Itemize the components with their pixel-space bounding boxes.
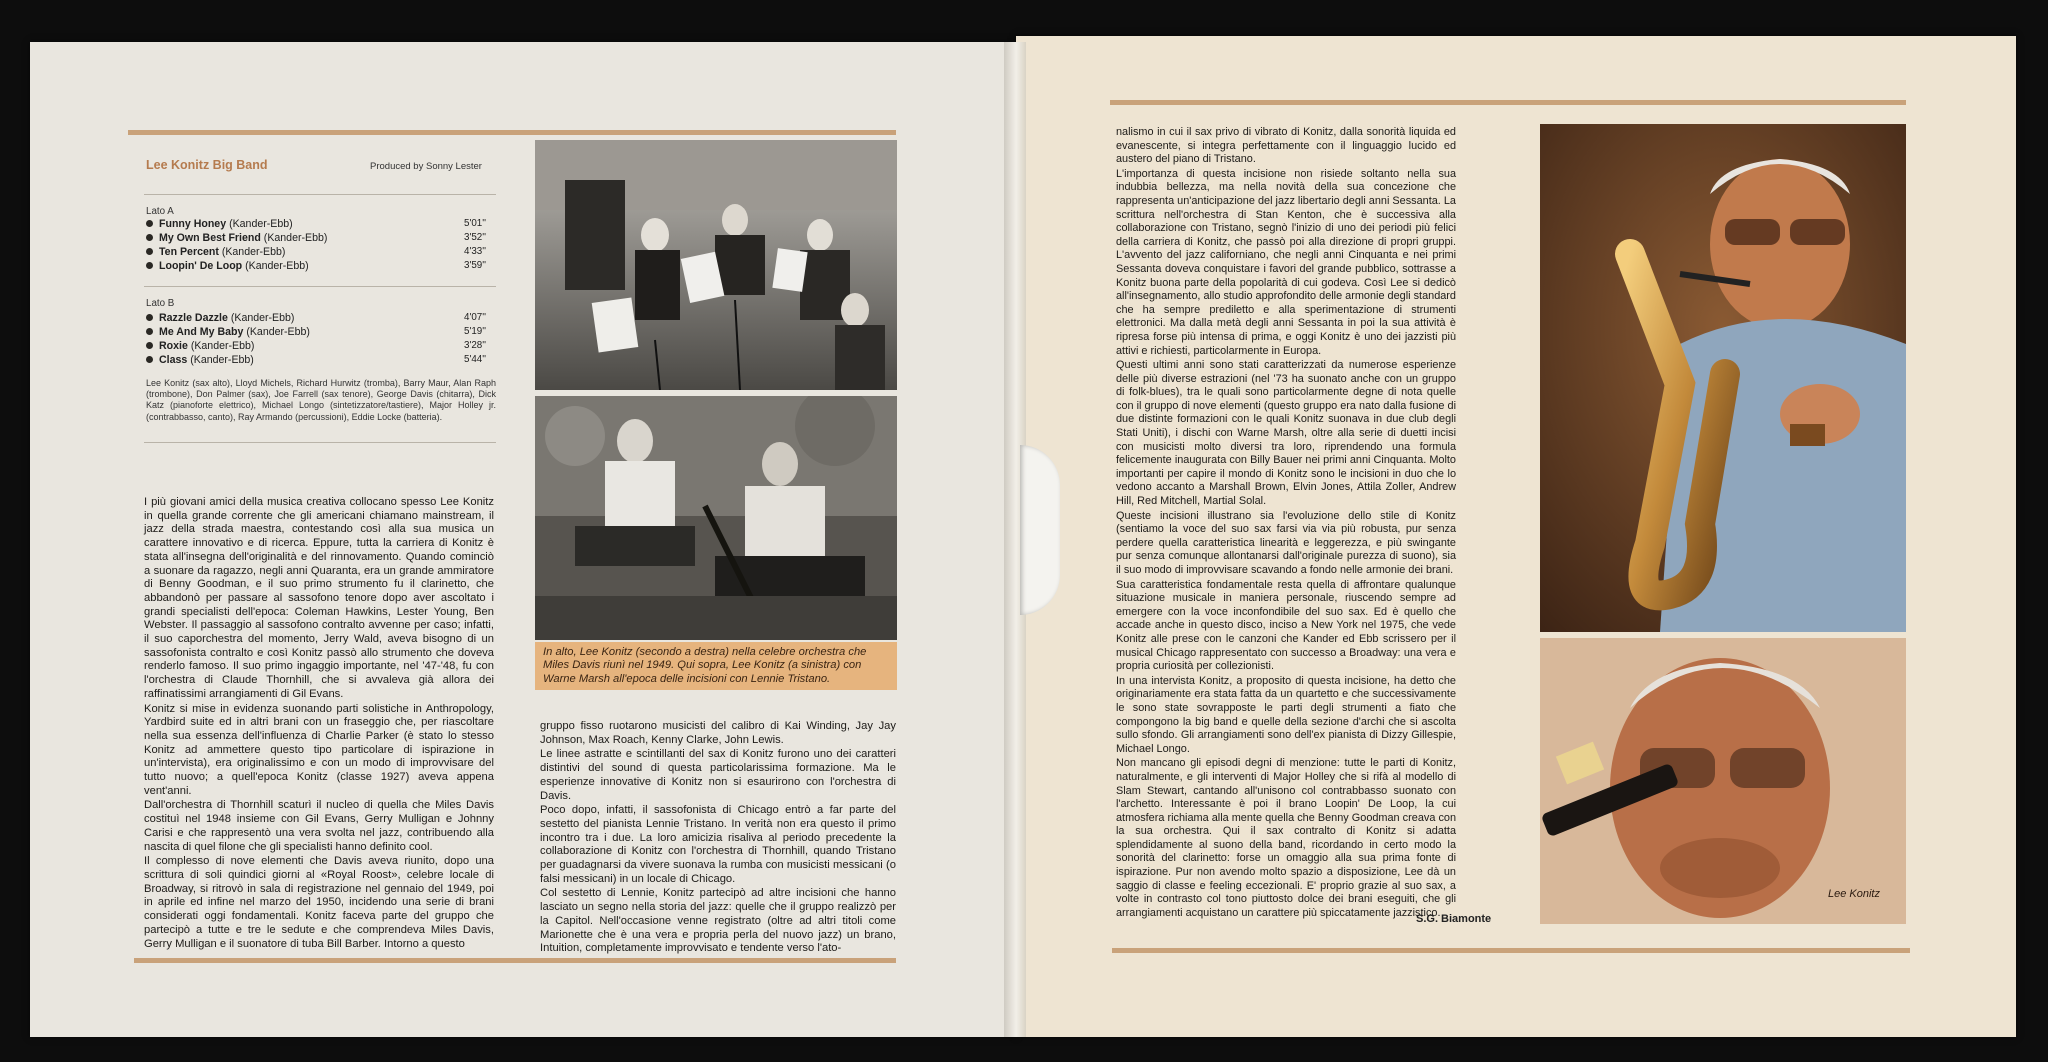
essay-paragraph: Non mancano gli episodi degni di menzione: tutte le parti di Konitz, naturalmente, e gli interventi di Major Holley che si rifà al modello di Slam Stewart, cantando all'unisono col contrabbasso suonato con l'archetto. Interessante è poi il brano Loopin' De Loop, la cui atmosfera richiama alla mente quella che Benny Goodman creava con la sua orchestra. Qui il sax contralto di Konitz si adatta splendidamente al suono della band, ricordando in certo modo la sonorità del clarinetto: forse un omaggio alla sua prima fonte di ispirazione. Pur non avendo molto spazio a disposizione, Lee dà un saggio di classe e feeling eccezionali. E' proprio grazie al suo sax, a volte in contrasto col tono piuttosto dolce dei brani eseguiti, che gli arrangiamenti acquistano un carattere più spiccatamente jazzistico.: [1116, 757, 1456, 919]
track-a2: My Own Best Friend (Kander-Ebb) 3'52'': [146, 232, 496, 245]
essay-paragraph: Questi ultimi anni sono stati caratterizzati da numerose esperienze delle più diverse estrazioni (nel '73 ha suonato anche con un gruppo di folk-blues), tra le quali sono particolarmente degne di nota quelle con il gruppo di nove elementi (questo gruppo era nato dalla fusione di due distinte formazioni con le quali Konitz suonava in due club degli Stati Uniti), i dischi con Warne Marsh, oltre alla serie di duetti incisi con musicisti molto diversi tra loro, riprendendo una formula felicemente inaugurata con Billy Bauer nei primi anni Cinquanta. Molto importanti per capire il mondo di Konitz sono le incisioni in duo che lo vedono accanto a Marshall Brown, Elvin Jones, Attila Zoller, Andrew Hill, Red Mitchell, Martial Solal.: [1116, 359, 1456, 508]
photo-konitz-portrait-image: [1540, 638, 1906, 924]
photo-konitz-sax-image: [1540, 124, 1906, 632]
track-a4: Loopin' De Loop (Kander-Ebb) 3'59'': [146, 260, 496, 273]
photo-miles-davis-orchestra: [535, 140, 897, 390]
essay-column-left: [144, 496, 494, 952]
track-b4: Class (Kander-Ebb) 5'44'': [146, 354, 496, 367]
photo-konitz-warne-marsh: [535, 396, 897, 640]
track-a3: Ten Percent (Kander-Ebb) 4'33'': [146, 246, 496, 259]
tracklist-bottom-divider: [144, 442, 496, 443]
essay-column-middle: [540, 720, 896, 957]
track-b2: Me And My Baby (Kander-Ebb) 5'19'': [146, 326, 496, 339]
essay-paragraph: Konitz si mise in evidenza suonando parti solistiche in Anthropology, Yardbird suite ed in altri brani con un fraseggio che, per riascoltare nella sua essenza dell'influenza di Charlie Parker (è stato lo stesso Konitz ad ammettere questo tipo particolare di ispirazione in un'intervista), era originalissimo e con un modo di improvvisare del tutto nuovo; a quell'epoca Konitz (classe 1927) aveva appena vent'anni.: [144, 702, 494, 797]
essay-paragraph: Col sestetto di Lennie, Konitz partecipò ad altre incisioni che hanno lasciato un segno nella storia del jazz: quelle che il gruppo realizzò per la Capitol. Nell'occasione venne registrato (oltre ad altri titoli come Marionette che è una vera e propria perla del nuovo jazz) un brano, Intuition, completamente improvvisato e tendente verso l'ato-: [540, 887, 896, 955]
essay-paragraph: Dall'orchestra di Thornhill scaturì il nucleo di quella che Miles Davis costituì nel 1948 insieme con Gil Evans, Gerry Mulligan e Johnny Carisi e che rappresentò una vera svolta nel jazz, contribuendo alla nascita di quel filone che gli specialisti hanno definito cool.: [144, 799, 494, 853]
bullet-icon: [146, 342, 153, 349]
bottom-rule-left: [134, 958, 896, 963]
bullet-icon: [146, 220, 153, 227]
producer-credit: Produced by Sonny Lester: [370, 161, 482, 172]
bullet-icon: [146, 356, 153, 363]
essay-paragraph: Il complesso di nove elementi che Davis aveva riunito, dopo una scrittura di soli quindici giorni al «Royal Roost», celebre locale di Broadway, si ritrovò in sala di registrazione nel gennaio del 1949, poi in aprile ed infine nel marzo del 1950, incidendo una serie di brani considerati oggi fondamentali. Konitz faceva parte del gruppo che partecipò a tutte e tre le sedute e che comprendeva Miles Davis, Gerry Mulligan e il suonatore di tuba Bill Barber. Intorno a questo: [144, 855, 494, 950]
essay-paragraph: L'importanza di questa incisione non risiede soltanto nella sua indubbia bellezza, ma nella novità della sua concezione che rappresenta un'anticipazione del jazz libertario degli anni Sessanta. La scrittura nell'orchestra di Stan Kenton, che è successiva alla collaborazione con Tristano, segnò l'inizio di uno dei periodi più felici della carriera di Konitz, che passò poi alla direzione di propri gruppi. L'avvento del jazz californiano, che negli anni Cinquanta e nei primi Sessanta doveva conquistare i favori del grande pubblico, sottrasse a Konitz buona parte della popolarità di cui godeva. Così Lee si dedicò all'insegnamento, allo studio approfondito delle armonie degli standard che ha sempre prediletto e alla sperimentazione di strumenti elettronici. Ma dalla metà degli anni Sessanta in poi la sua attività è ripresa forse più intensa di prima, e oggi Konitz è uno dei jazzisti più attivi e richiesti, particolarmente in Europa.: [1116, 167, 1456, 357]
essay-paragraph: Le linee astratte e scintillanti del sax di Konitz furono uno dei caratteri distintivi del sound di questa particolarissima formazione. Ma le esperienze innovative di Konitz non si esaurirono con l'orchestra di Davis.: [540, 748, 896, 802]
top-rule-left: [128, 130, 896, 135]
track-b3: Roxie (Kander-Ebb) 3'28'': [146, 340, 496, 353]
essay-paragraph: nalismo in cui il sax privo di vibrato di Konitz, dalla sonorità liquida ed evanescente, si integra perfettamente con il linguaggio lucido ed austero del piano di Tristano.: [1116, 126, 1456, 166]
track-b1: Razzle Dazzle (Kander-Ebb) 4'07'': [146, 312, 496, 325]
essay-column-right: [1116, 126, 1456, 921]
track-a1: Funny Honey (Kander-Ebb) 5'01'': [146, 218, 496, 231]
photo-label: Lee Konitz: [1828, 888, 1880, 900]
photo-orchestra-image: [535, 140, 897, 390]
essay-paragraph: Queste incisioni illustrano sia l'evoluzione dello stile di Konitz (sentiamo la voce del suo sax farsi via via più robusta, pur senza perdere quella caratteristica linearità e leggerezza, e più swingante pur senza comunque allontanarsi dall'originale purezza di suono), sia il suo modo di improvvisare scavando a fondo nelle armonie dei brani.: [1116, 509, 1456, 576]
album-title: Lee Konitz Big Band: [146, 158, 268, 172]
side-divider: [144, 286, 496, 287]
tracklist-divider: [144, 194, 496, 195]
top-rule-right: [1110, 100, 1906, 105]
bullet-icon: [146, 248, 153, 255]
side-b-label: Lato B: [146, 298, 175, 309]
bullet-icon: [146, 328, 153, 335]
essay-paragraph: Sua caratteristica fondamentale resta quella di affrontare qualunque situazione musicale in maniera personale, riuscendo sempre ad emergere con la voce inconfondibile del suo sax. Ed è quello che accade anche in questo disco, inciso a New York nel 1975, che vede Konitz alle prese con le canzoni che Kander ed Ebb scrissero per il musical Chicago rappresentato con successo a Broadway: una vera e propria curiosità per collezionisti.: [1116, 578, 1456, 673]
essay-paragraph: gruppo fisso ruotarono musicisti del calibro di Kai Winding, Jay Jay Johnson, Max Roach, Kenny Clarke, John Lewis.: [540, 720, 896, 746]
bullet-icon: [146, 234, 153, 241]
record-sleeve-cutout: [1020, 445, 1060, 615]
photo-caption: In alto, Lee Konitz (secondo a destra) nella celebre orchestra che Miles Davis riunì nel 1949. Qui sopra, Lee Konitz (a sinistra) con Warne Marsh all'epoca delle incisioni con Lennie Tristano.: [535, 642, 897, 690]
essay-paragraph: In una intervista Konitz, a proposito di questa incisione, ha detto che originariamente era stata fatta da un quartetto e che successivamente le sono state sovrapposte le parti degli strumenti a fiato che compongono la big band e quelle della sezione d'archi che si ascolta sullo sfondo. Gli arrangiamenti sono dell'ex pianista di Dizzy Gillespie, Michael Longo.: [1116, 674, 1456, 755]
essay-paragraph: I più giovani amici della musica creativa collocano spesso Lee Konitz in quella grande corrente che gli americani chiamano mainstream, il jazz della strada maestra, contestando così alla sua musica un carattere innovativo e di ricerca. Eppure, tutta la carriera di Konitz è stata all'insegna dell'originalità e del rinnovamento. Quando cominciò a suonare da ragazzo, negli anni Quaranta, era un grande ammiratore di Benny Goodman, e il suo primo strumento fu il clarinetto, che abbandonò per passare al sassofono tenore dopo aver ascoltato i grandi specialisti dell'epoca: Coleman Hawkins, Lester Young, Ben Webster. Il passaggio al sassofono contralto avvenne per caso; infatti, il suo caporchestra del momento, Jerry Wald, aveva bisogno di un sassofonista contralto e così Konitz passò allo strumento che doveva renderlo famoso. Il suo primo ingaggio importante, nel '47-'48, fu con l'orchestra di Claude Thornhill, che si avvaleva già allora dei raffinatissimi arrangiamenti di Gil Evans.: [144, 496, 494, 700]
bullet-icon: [146, 314, 153, 321]
bullet-icon: [146, 262, 153, 269]
author-signature: S.G. Biamonte: [1416, 913, 1492, 925]
side-a-label: Lato A: [146, 206, 174, 217]
bottom-rule-right: [1112, 948, 1910, 953]
photo-konitz-portrait: [1540, 638, 1906, 924]
personnel-credits: Lee Konitz (sax alto), Lloyd Michels, Richard Hurwitz (tromba), Barry Maur, Alan Raph (trombone), Don Palmer (sax), Joe Farrell (sax tenore), George Davis (chitarra), Dick Katz (pianoforte elettrico), Michael Longo (sintetizzatore/tastiere), Major Holley jr. (contrabbasso, canto), Ray Armando (percussioni), Eddie Locke (batteria).: [146, 378, 496, 422]
photo-konitz-saxophone: [1540, 124, 1906, 632]
essay-paragraph: Poco dopo, infatti, il sassofonista di Chicago entrò a far parte del sestetto del pianista Lennie Tristano. In verità non era questo il primo incontro tra i due. La loro amicizia risaliva al periodo precedente la collaborazione di Konitz con l'orchestra di Thornhill, quando Tristano per guadagnarsi da vivere suonava la rumba con musicisti messicani (o falsi messicani) in un locale di Chicago.: [540, 804, 896, 885]
photo-konitz-marsh-image: [535, 396, 897, 640]
